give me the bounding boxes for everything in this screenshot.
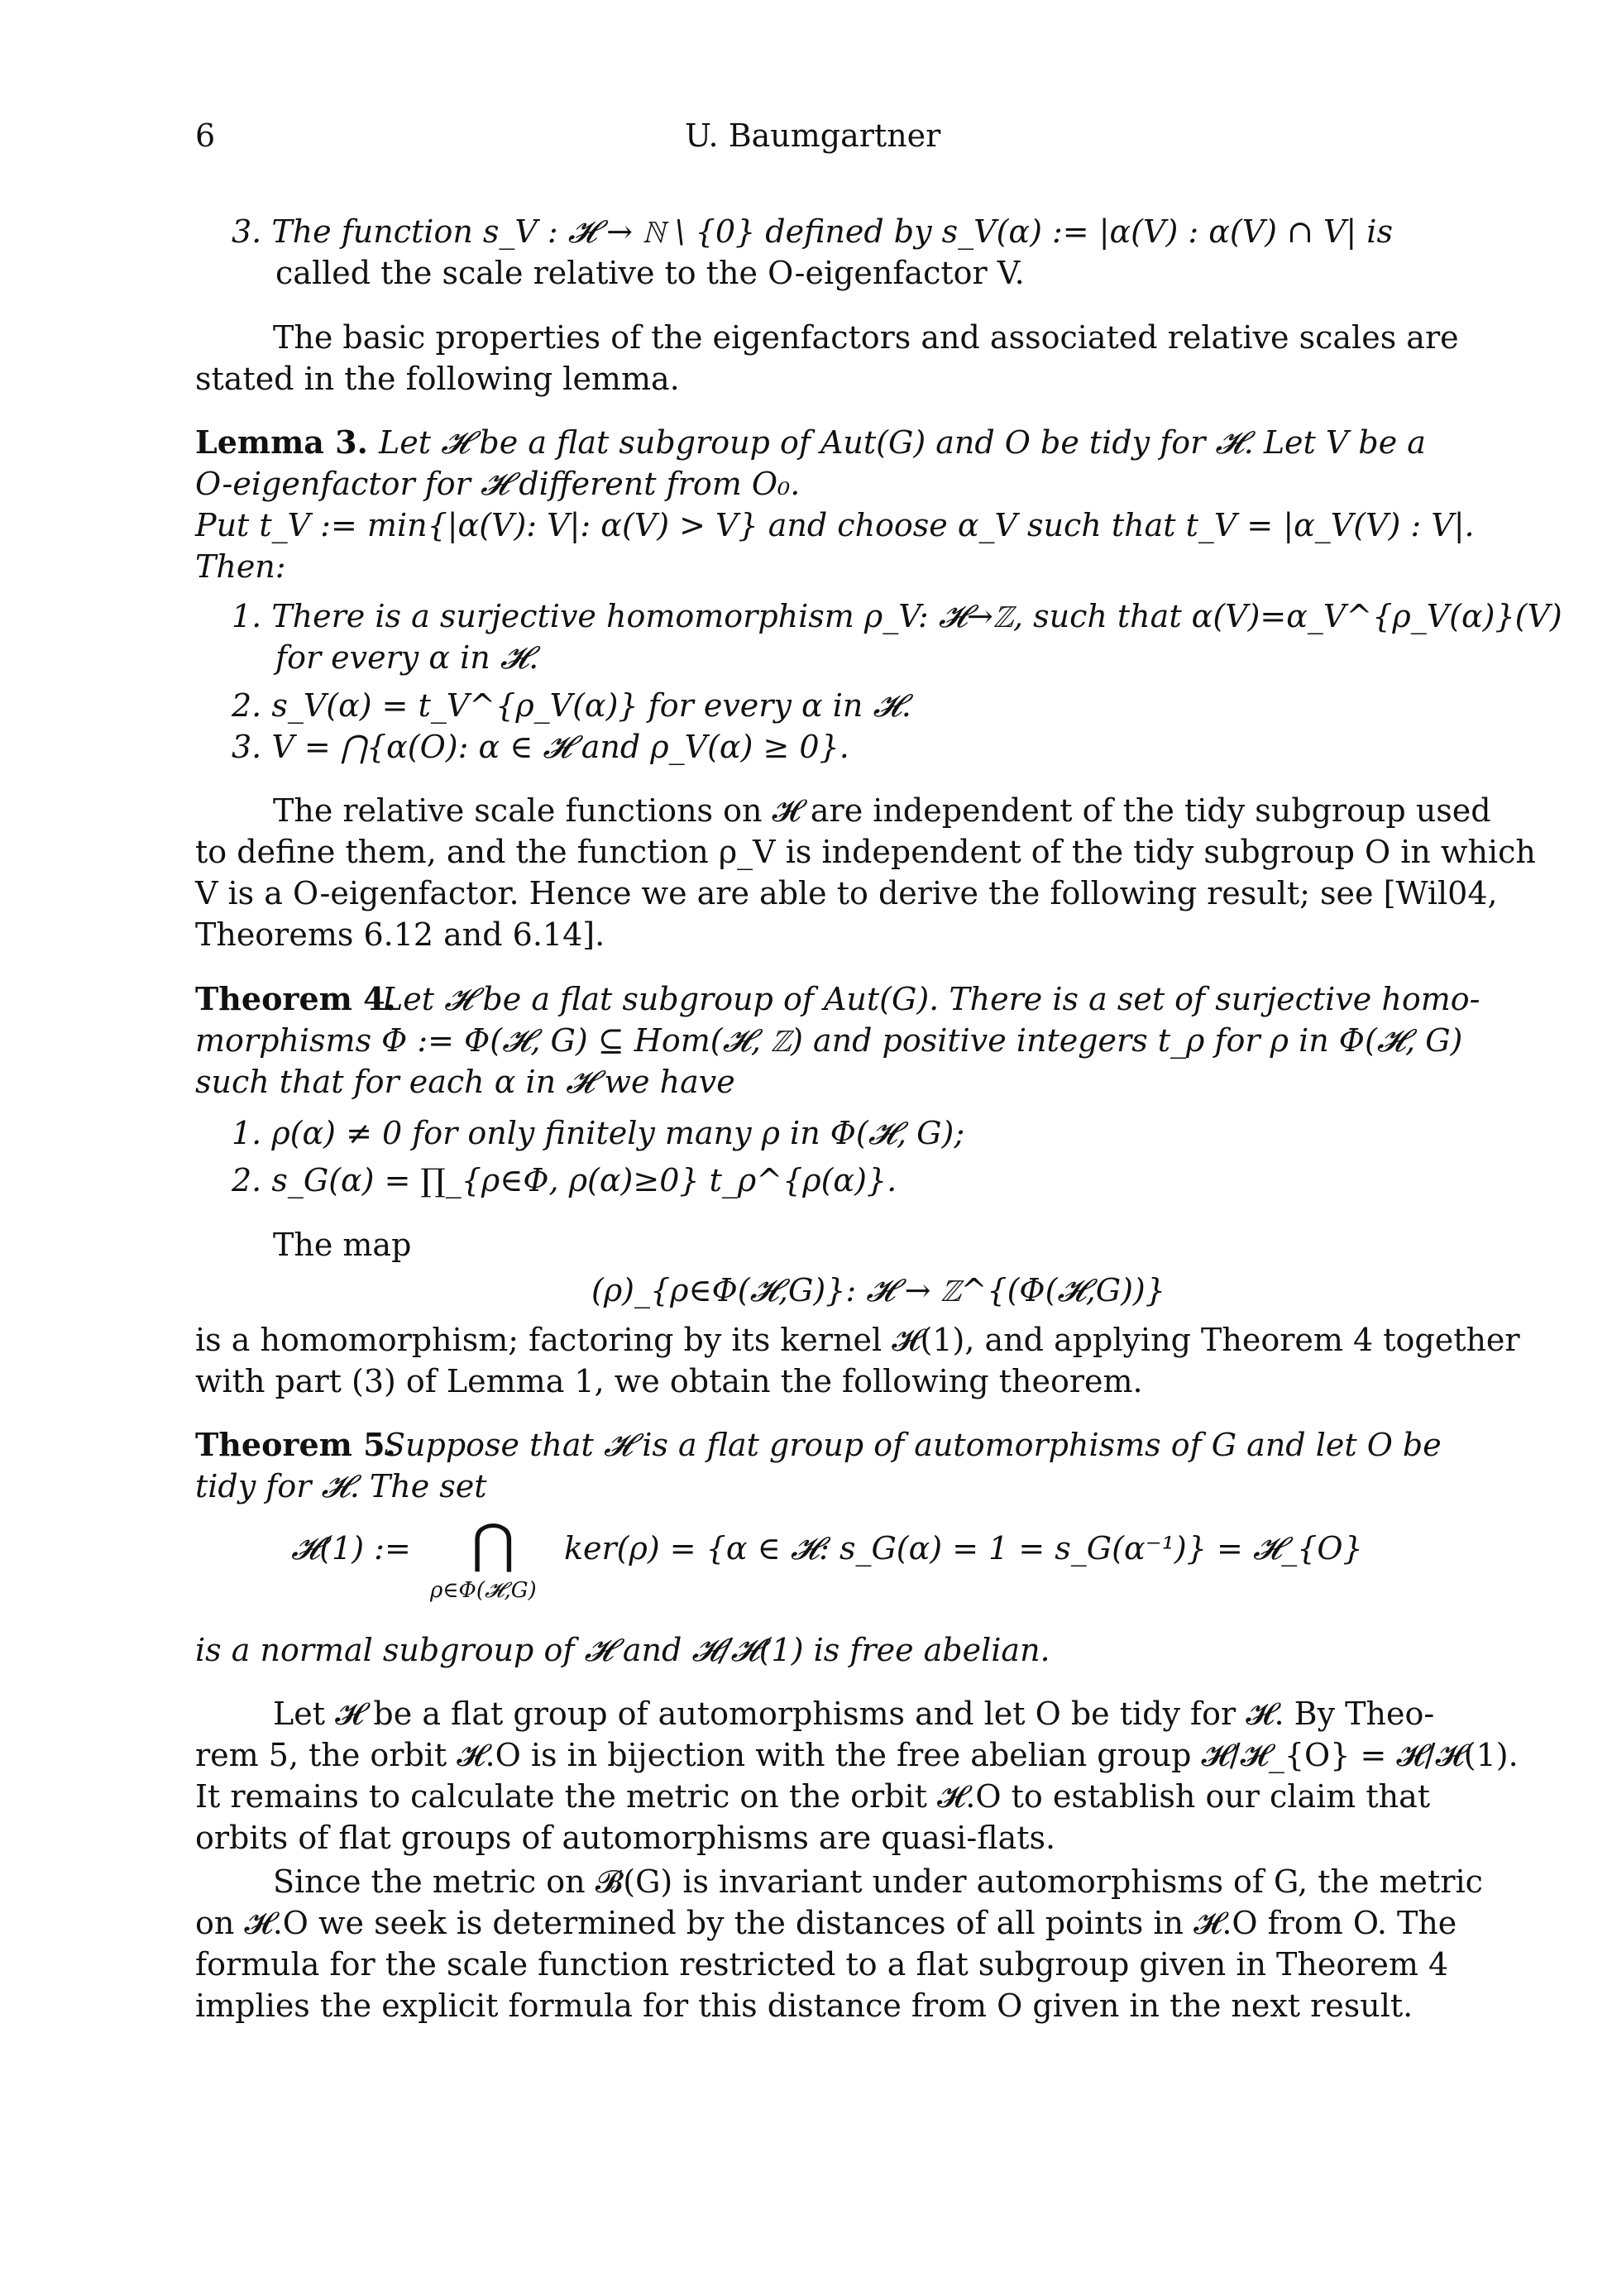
defn-item3-line1: 3. The function s_V : 𝓗 → ℕ \ {0} defined by s_V(α) := |α(V) : α(V) ∩ V| is <box>232 213 1393 250</box>
lemma3-line1: Let 𝓗 be a flat subgroup of Aut(G) and O be tidy for 𝓗. Let V be a <box>379 424 1426 461</box>
theorem4-map-equation: (ρ)_{ρ∈Φ(𝓗,G)}: 𝓗 → ℤ^{(Φ(𝓗,G))} <box>591 1272 1165 1308</box>
lemma3-line3: Put t_V := min{|α(V): V|: α(V) > V} and choose α_V such that t_V = |α_V(V) : V|. <box>195 507 1475 543</box>
para4-line3: It remains to calculate the metric on the orbit 𝓗.O to establish our claim that <box>195 1778 1431 1815</box>
theorem5-line3: is a normal subgroup of 𝓗 and 𝓗/𝓗(1) is free abelian. <box>195 1632 1050 1668</box>
theorem5-line2: tidy for 𝓗. The set <box>195 1468 487 1504</box>
lemma3-item2: 2. s_V(α) = t_V^{ρ_V(α)} for every α in 𝓗. <box>232 687 911 724</box>
theorem5-eq-bigcap: ⋂ <box>471 1514 515 1575</box>
theorem4-line3: such that for each α in 𝓗 we have <box>195 1064 735 1100</box>
para4-line4: orbits of flat groups of automorphisms are quasi-flats. <box>195 1820 1056 1856</box>
theorem4-map-intro: The map <box>273 1227 412 1263</box>
page-number: 6 <box>195 117 216 154</box>
para5-line4: implies the explicit formula for this distance from O given in the next result. <box>195 1987 1413 2024</box>
theorem4-title: Theorem 4. <box>195 980 396 1017</box>
theorem5-line1: Suppose that 𝓗 is a flat group of automorphisms of G and let O be <box>384 1427 1442 1463</box>
theorem5-eq-subscript: ρ∈Φ(𝓗,G) <box>430 1578 537 1603</box>
para5-line3: formula for the scale function restricted to a flat subgroup given in Theorem 4 <box>195 1946 1449 1983</box>
para3-line1: is a homomorphism; factoring by its kernel 𝓗(1), and applying Theorem 4 together <box>195 1322 1520 1358</box>
para3-line2: with part (3) of Lemma 1, we obtain the following theorem. <box>195 1363 1143 1399</box>
para1-line2: stated in the following lemma. <box>195 361 680 397</box>
defn-item3-line2: called the scale relative to the O-eigenfactor V. <box>275 255 1025 291</box>
para5-line1: Since the metric on 𝓑(G) is invariant under automorphisms of G, the metric <box>273 1863 1483 1900</box>
theorem4-item1: 1. ρ(α) ≠ 0 for only finitely many ρ in Φ(𝓗, G); <box>232 1115 965 1151</box>
para1-line1: The basic properties of the eigenfactors and associated relative scales are <box>273 319 1459 356</box>
lemma3-line2: O-eigenfactor for 𝓗 different from O₀. <box>195 466 801 502</box>
lemma3-line4: Then: <box>195 548 286 585</box>
theorem4-line2: morphisms Φ := Φ(𝓗, G) ⊆ Hom(𝓗, ℤ) and positive integers t_ρ for ρ in Φ(𝓗, G) <box>195 1022 1463 1059</box>
running-head-author: U. Baumgartner <box>685 117 941 154</box>
lemma3-title: Lemma 3. <box>195 423 368 461</box>
para4-line1: Let 𝓗 be a flat group of automorphisms and let O be tidy for 𝓗. By Theo- <box>273 1696 1435 1732</box>
theorem4-line1: Let 𝓗 be a flat subgroup of Aut(G). There is a set of surjective homo- <box>382 981 1480 1017</box>
lemma3-item1-line2: for every α in 𝓗. <box>275 639 539 676</box>
lemma3-item3: 3. V = ⋂{α(O): α ∈ 𝓗 and ρ_V(α) ≥ 0}. <box>232 729 849 765</box>
para4-line2: rem 5, the orbit 𝓗.O is in bijection with the free abelian group 𝓗/𝓗_{O} = 𝓗/𝓗(1). <box>195 1737 1519 1773</box>
para2-line1: The relative scale functions on 𝓗 are independent of the tidy subgroup used <box>273 792 1491 829</box>
para2-line2: to define them, and the function ρ_V is independent of the tidy subgroup O in which <box>195 834 1536 870</box>
para5-line2: on 𝓗.O we seek is determined by the distances of all points in 𝓗.O from O. The <box>195 1905 1457 1941</box>
para2-line3: V is a O-eigenfactor. Hence we are able to derive the following result; see [Wil04, <box>195 875 1498 911</box>
theorem4-item2: 2. s_G(α) = ∏_{ρ∈Φ, ρ(α)≥0} t_ρ^{ρ(α)}. <box>232 1162 897 1198</box>
theorem5-eq-lhs: 𝓗(1) := <box>291 1530 411 1567</box>
theorem5-eq-rhs: ker(ρ) = {α ∈ 𝓗: s_G(α) = 1 = s_G(α⁻¹)} = 𝓗_{O} <box>564 1530 1363 1567</box>
para2-line4: Theorems 6.12 and 6.14]. <box>195 916 605 953</box>
theorem5-title: Theorem 5. <box>195 1426 396 1463</box>
lemma3-item1-line1: 1. There is a surjective homomorphism ρ_V: 𝓗→ℤ, such that α(V)=α_V^{ρ_V(α)}(V) <box>232 598 1562 634</box>
